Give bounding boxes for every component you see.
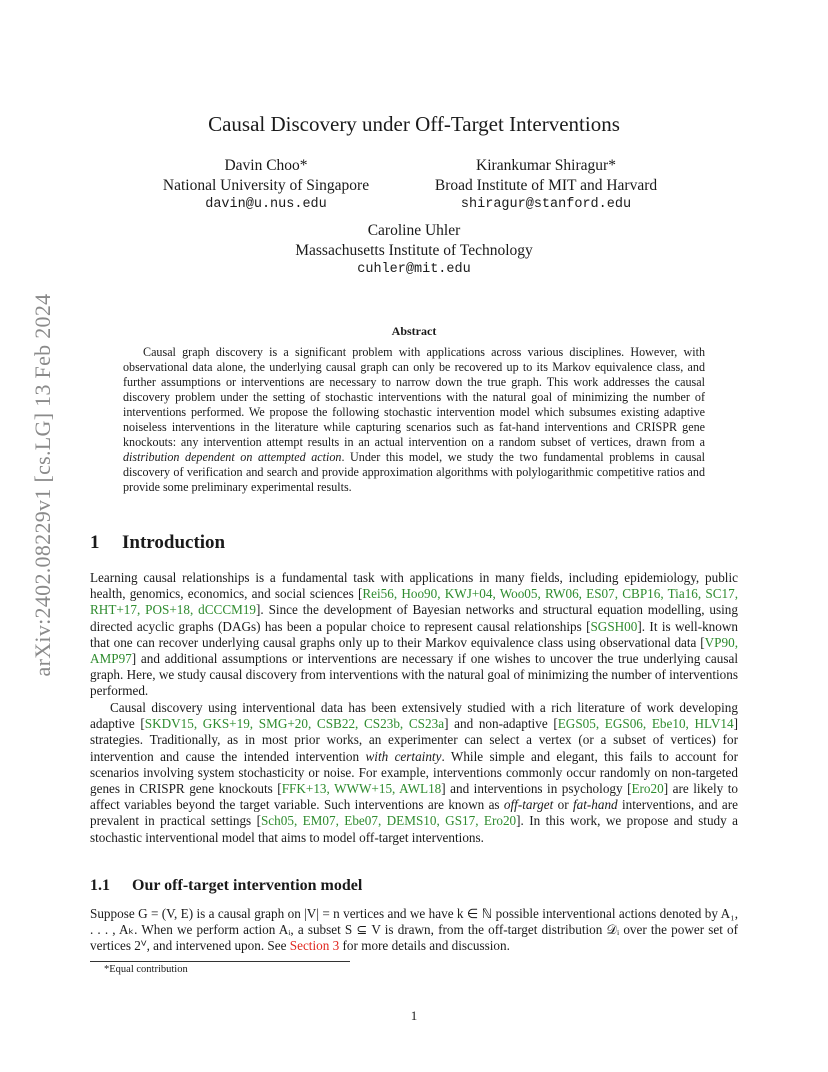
author-block [140, 156, 392, 215]
citation-link[interactable]: EGS05, EGS06, Ebe10, HLV14 [557, 716, 734, 732]
citation-link[interactable]: Ero20 [631, 781, 664, 797]
paragraph-text: . While simple and elegant, this fails to account for scenarios involving system stochasticity or noise. For example, interventions commonly occur randomly on non-targeted genes in CRISPR gene knockouts [ [90, 748, 738, 797]
abstract-heading: Abstract [391, 324, 437, 338]
author-name: Kirankumar Shiragur* [476, 157, 616, 174]
author-email[interactable]: cuhler@mit.edu [357, 262, 471, 277]
arxiv-stamp-text: arXiv:2402.08229v1 [cs.LG] 13 Feb 2024 [30, 293, 55, 677]
citation-link[interactable]: SKDV15, GKS+19, SMG+20, CSB22, CS23b, CS23a [144, 716, 445, 732]
paragraph-text: Learning causal relationships is a fundamental task with applications in many fields, including epidemiology, public health, genomics, economics, and social sciences [ [90, 570, 738, 602]
author-name: Davin Choo* [224, 157, 308, 174]
paragraph-text: ] strategies. Traditionally, as in most prior works, an experimenter can select a vertex (or a subset of vertices) for intervention and cause the intended intervention [90, 716, 738, 764]
section-title: Introduction [122, 532, 226, 553]
paragraph-emphasis: fat-hand [572, 797, 618, 813]
paragraph-text: for more details and discussion. [339, 938, 510, 954]
author-email[interactable]: shiragur@stanford.edu [460, 197, 632, 212]
paragraph-text: ]. Since the development of Bayesian networks and structural equation modelling, using directed acyclic graphs (DAGs) has been a popular choice to represent causal relationships [ [90, 602, 738, 634]
footnote-divider [90, 961, 350, 962]
paragraph-text: ] and non-adaptive [ [444, 716, 558, 732]
paper-title: Causal Discovery under Off-Target Interventions [208, 112, 620, 136]
author-affiliation: Massachusetts Institute of Technology [295, 241, 533, 259]
paragraph-text: Suppose G = (V, E) is a causal graph on |V| = n vertices and we have k ∈ ℕ possible interventional actions denoted by A₁, . . . , Aₖ. When we perform action Aᵢ, a subset S ⊆ V is drawn, from the off-target distribution 𝒟ᵢ over the power set of vertices 2ⱽ, and intervened upon. See [90, 906, 738, 954]
paragraph-text: ]. In this work, we propose and study a stochastic interventional model that aims to model off-target interventions. [90, 813, 738, 845]
paragraph-text: Causal discovery using interventional data has been extensively studied with a rich literature of work developing adaptive [ [90, 700, 738, 732]
citation-link[interactable]: VP90, AMP97 [90, 634, 738, 667]
page-number: 1 [410, 1008, 418, 1023]
paragraph-text: ] and interventions in psychology [ [441, 781, 632, 797]
paragraph-emphasis: off-target [503, 797, 554, 813]
paragraph-text: or [553, 797, 573, 813]
author-affiliation: Broad Institute of MIT and Harvard [434, 176, 658, 194]
subsection-number: 1.1 [90, 877, 110, 894]
abstract-body [123, 345, 705, 495]
citation-link[interactable]: SGSH00 [590, 618, 638, 634]
body-paragraph [90, 700, 738, 846]
body-paragraph [90, 570, 738, 700]
section-reference-link[interactable]: Section 3 [289, 938, 340, 954]
subsection-title: Our off-target intervention model [132, 877, 363, 894]
citation-link[interactable]: FFK+13, WWW+15, AWL18 [281, 781, 442, 797]
paragraph-emphasis: with certainty [365, 748, 442, 764]
section-number: 1 [90, 532, 100, 553]
citation-link[interactable]: Sch05, EM07, Ebe07, DEMS10, GS17, Ero20 [260, 813, 517, 829]
author-email[interactable]: davin@u.nus.edu [205, 197, 327, 212]
paragraph-text: ]. It is well-known that one can recover underlying causal graphs only up to their Markov equivalence class using observational data [ [90, 618, 738, 650]
body-paragraph [90, 906, 738, 955]
abstract-emphasis: distribution dependent on attempted action [123, 450, 342, 464]
paragraph-text: ] and additional assumptions or interventions are necessary if one wishes to uncover the true underlying causal graph. Here, we study causal discovery from interventions with the natural goal of minimizing the number of interventions performed. [90, 651, 738, 699]
abstract-text: . Under this model, we study the two fundamental problems in causal discovery of verification and search and provide approximation algorithms with polylogarithmic competitive ratios and provide some preliminary experimental results. [123, 450, 705, 494]
author-block [412, 156, 680, 215]
paragraph-text: ] are likely to affect variables beyond the target variable. Such interventions are known as [90, 781, 738, 813]
citation-link[interactable]: Rei56, Hoo90, KWJ+04, Woo05, RW06, ES07, CBP16, Tia16, SC17, RHT+17, POS+18, dCCCM19 [90, 586, 738, 618]
abstract-text: Causal graph discovery is a significant problem with applications across various disciplines. However, with observational data alone, the underlying causal graph can only be recovered up to its Markov equivalence class, and further assumptions or interventions are necessary to narrow down the true graph. This work addresses the causal discovery problem under the setting of stochastic interventions with the natural goal of minimizing the number of interventions performed. We propose the following stochastic intervention model which subsumes existing adaptive noiseless interventions in the literature while capturing scenarios such as fat-hand interventions and CRISPR gene knockouts: any intervention attempt results in an actual intervention on a random subset of vertices, drawn from a [123, 345, 705, 449]
subsection-heading [90, 877, 362, 895]
footnote: *Equal contribution [104, 964, 188, 975]
author-name: Caroline Uhler [367, 222, 461, 239]
paragraph-text: interventions, and are prevalent in practical settings [ [90, 797, 738, 829]
author-affiliation: National University of Singapore [162, 176, 370, 194]
arxiv-identifier-stamp [30, 290, 55, 680]
section-heading [90, 532, 225, 554]
author-block [264, 221, 564, 280]
